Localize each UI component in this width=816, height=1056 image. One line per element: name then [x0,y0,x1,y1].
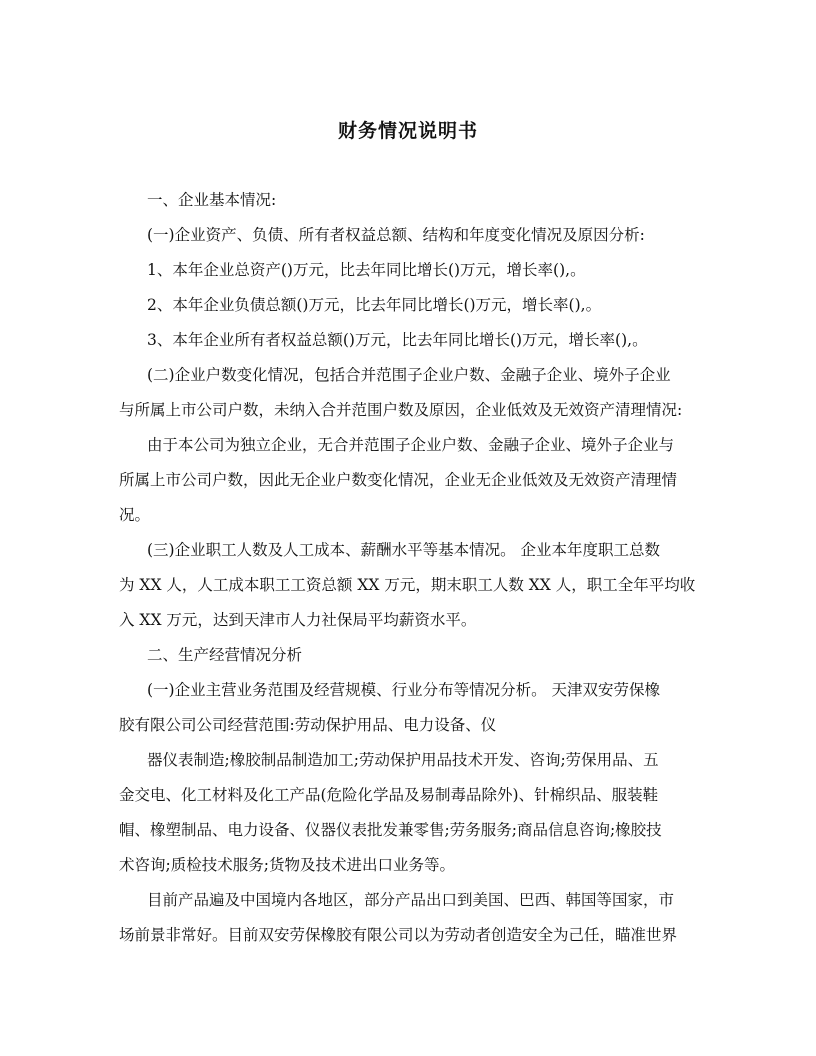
paragraph-line: 为 XX 人，人工成本职工工资总额 XX 万元，期末职工人数 XX 人，职工全年平均收 [119,576,696,594]
paragraph-line: 3、本年企业所有者权益总额()万元，比去年同比增长()万元，增长率(),。 [147,331,648,349]
paragraph-line: 胶有限公司公司经营范围:劳动保护用品、电力设备、仪 [119,716,497,734]
paragraph-line: 术咨询;质检技术服务;货物及技术进出口业务等。 [119,856,455,874]
page-title: 财务情况说明书 [337,120,478,142]
subsection-heading: (一)企业资产、负债、所有者权益总额、结构和年度变化情况及原因分析: [147,226,645,244]
paragraph-line: (一)企业主营业务范围及经营规模、行业分布等情况分析。 天津双安劳保橡 [147,681,661,699]
section-heading: 一、企业基本情况: [147,191,277,209]
paragraph-line: 1、本年企业总资产()万元，比去年同比增长()万元，增长率(),。 [147,261,586,279]
paragraph-line: 金交电、化工材料及化工产品(危险化学品及易制毒品除外)、针棉织品、服装鞋 [119,786,659,804]
section-heading: 二、生产经营情况分析 [147,646,303,664]
paragraph-line: 况。 [119,506,151,524]
paragraph-line: (三)企业职工人数及人工成本、薪酬水平等基本情况。 企业本年度职工总数 [147,541,661,559]
paragraph-line: 器仪表制造;橡胶制品制造加工;劳动保护用品技术开发、咨询;劳保用品、五 [147,751,659,769]
paragraph-line: 所属上市公司户数，因此无企业户数变化情况，企业无企业低效及无效资产清理情 [119,471,678,489]
paragraph-line: 与所属上市公司户数，未纳入合并范围户数及原因，企业低效及无效资产清理情况: [119,401,683,419]
paragraph-line: 由于本公司为独立企业，无合并范围子企业户数、金融子企业、境外子企业与 [147,436,675,454]
paragraph-line: 目前产品遍及中国境内各地区，部分产品出口到美国、巴西、韩国等国家，市 [147,891,675,909]
paragraph-line: 帽、橡塑制品、电力设备、仪器仪表批发兼零售;劳务服务;商品信息咨询;橡胶技 [119,821,662,839]
paragraph-line: (二)企业户数变化情况，包括合并范围子企业户数、金融子企业、境外子企业 [147,366,671,384]
paragraph-line: 入 XX 万元，达到天津市人力社保局平均薪资水平。 [119,611,477,629]
paragraph-line: 2、本年企业负债总额()万元，比去年同比增长()万元，增长率(),。 [147,296,602,314]
paragraph-line: 场前景非常好。目前双安劳保橡胶有限公司以为劳动者创造安全为己任，瞄准世界 [119,926,678,944]
